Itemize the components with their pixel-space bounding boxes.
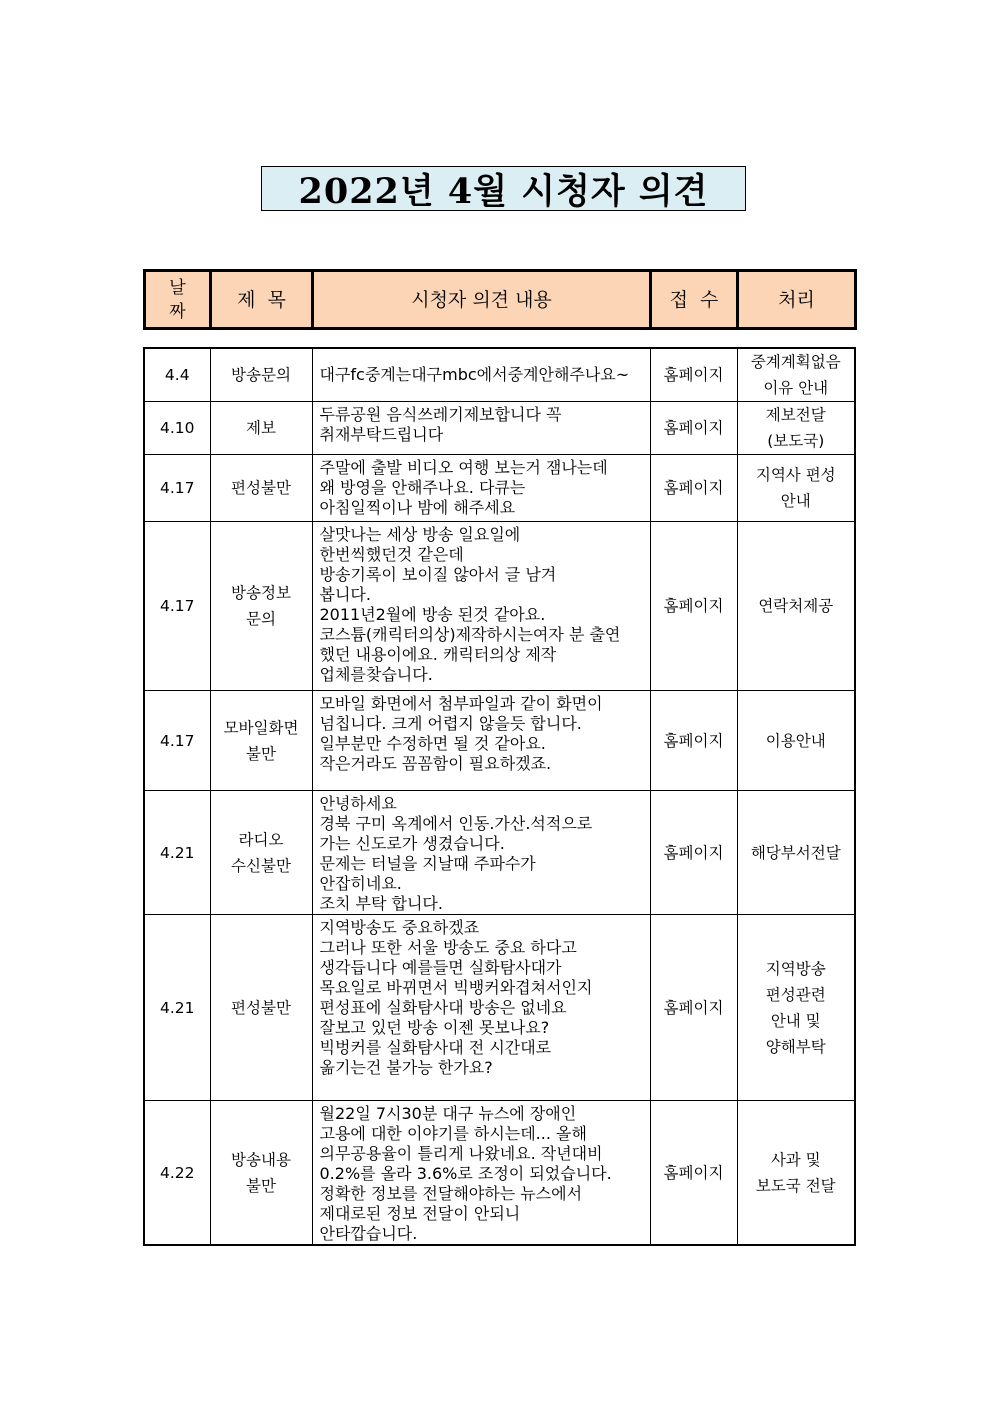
cell-date: 4.21 xyxy=(144,915,210,1101)
cell-content: 주말에 출발 비디오 여행 보는거 잼나는데 왜 방영을 안해주나요. 다큐는 아침일찍이나 밤에 해주세요 xyxy=(312,455,650,522)
cell-received: 홈페이지 xyxy=(650,1101,737,1246)
cell-content: 두류공원 음식쓰레기제보합니다 꼭 취재부탁드립니다 xyxy=(312,402,650,455)
cell-handling: 사과 및 보도국 전달 xyxy=(737,1101,855,1246)
cell-received: 홈페이지 xyxy=(650,691,737,791)
cell-handling: 중계계획없음 이유 안내 xyxy=(737,348,855,402)
cell-received: 홈페이지 xyxy=(650,348,737,402)
table-row xyxy=(144,691,855,791)
cell-subject: 방송정보 문의 xyxy=(210,522,312,691)
page-title xyxy=(261,166,746,211)
cell-subject: 편성불만 xyxy=(210,455,312,522)
cell-content: 지역방송도 중요하겠죠 그러나 또한 서울 방송도 중요 하다고 생각듭니다 예를들면 실화탐사대가 목요일로 바뀌면서 빅뱅커와겹쳐서인지 편성표에 실화탐사대 방송은 없네요 잘보고 있던 방송 이젠 못보나요? 빅벙커를 실화탐사대 전 시간대로 옮기는건 불가능 한가요? xyxy=(312,915,650,1101)
cell-date: 4.22 xyxy=(144,1101,210,1246)
page-title-text: 2022년 4월 시청자 의견 xyxy=(298,170,709,212)
cell-date: 4.17 xyxy=(144,455,210,522)
cell-received: 홈페이지 xyxy=(650,402,737,455)
opinion-table xyxy=(143,347,856,1246)
header-subject: 제 목 xyxy=(211,271,313,329)
cell-subject: 방송내용 불만 xyxy=(210,1101,312,1246)
header-received: 접 수 xyxy=(651,271,738,329)
cell-subject: 제보 xyxy=(210,402,312,455)
cell-handling: 지역사 편성 안내 xyxy=(737,455,855,522)
table-row xyxy=(144,791,855,915)
cell-subject: 라디오 수신불만 xyxy=(210,791,312,915)
cell-received: 홈페이지 xyxy=(650,522,737,691)
cell-content: 대구fc중계는대구mbc에서중계안해주나요~ xyxy=(312,348,650,402)
cell-content: 안녕하세요 경북 구미 옥계에서 인동.가산.석적으로 가는 신도로가 생겼습니다. 문제는 터널을 지날때 주파수가 안잡히네요. 조치 부탁 합니다. xyxy=(312,791,650,915)
cell-handling: 이용안내 xyxy=(737,691,855,791)
header-content: 시청자 의견 내용 xyxy=(313,271,651,329)
cell-date: 4.10 xyxy=(144,402,210,455)
cell-date: 4.21 xyxy=(144,791,210,915)
cell-content: 살맛나는 세상 방송 일요일에 한번씩했던것 같은데 방송기록이 보이질 않아서 글 남겨 봅니다. 2011년2월에 방송 된것 같아요. 코스튬(캐릭터의상)제작하시는여자 분 출연 했던 내용이에요. 캐릭터의상 제작 업체를찾습니다. xyxy=(312,522,650,691)
header-handling: 처리 xyxy=(738,271,856,329)
table-header xyxy=(143,269,857,330)
header-date: 날 짜 xyxy=(145,271,211,329)
cell-subject: 방송문의 xyxy=(210,348,312,402)
cell-received: 홈페이지 xyxy=(650,915,737,1101)
cell-content: 모바일 화면에서 첨부파일과 같이 화면이 넘칩니다. 크게 어렵지 않을듯 합니다. 일부분만 수정하면 될 것 같아요. 작은거라도 꼼꼼함이 필요하겠죠. xyxy=(312,691,650,791)
cell-date: 4.17 xyxy=(144,522,210,691)
table-row xyxy=(144,348,855,402)
table-row xyxy=(144,402,855,455)
cell-content: 월22일 7시30분 대구 뉴스에 장애인 고용에 대한 이야기를 하시는데... 올해 의무공용율이 틀리게 나왔네요. 작년대비 0.2%를 올라 3.6%로 조정이 되었습니다. 정확한 정보를 전달해야하는 뉴스에서 제대로된 정보 전달이 안되니 안타깝습니다. xyxy=(312,1101,650,1246)
cell-date: 4.17 xyxy=(144,691,210,791)
cell-subject: 모바일화면 불만 xyxy=(210,691,312,791)
table-row xyxy=(144,915,855,1101)
cell-handling: 해당부서전달 xyxy=(737,791,855,915)
cell-received: 홈페이지 xyxy=(650,791,737,915)
cell-date: 4.4 xyxy=(144,348,210,402)
cell-handling: 연락처제공 xyxy=(737,522,855,691)
table-row xyxy=(144,455,855,522)
cell-handling: 제보전달 (보도국) xyxy=(737,402,855,455)
cell-received: 홈페이지 xyxy=(650,455,737,522)
cell-subject: 편성불만 xyxy=(210,915,312,1101)
table-row xyxy=(144,522,855,691)
table-row xyxy=(144,1101,855,1246)
cell-handling: 지역방송 편성관련 안내 및 양해부탁 xyxy=(737,915,855,1101)
